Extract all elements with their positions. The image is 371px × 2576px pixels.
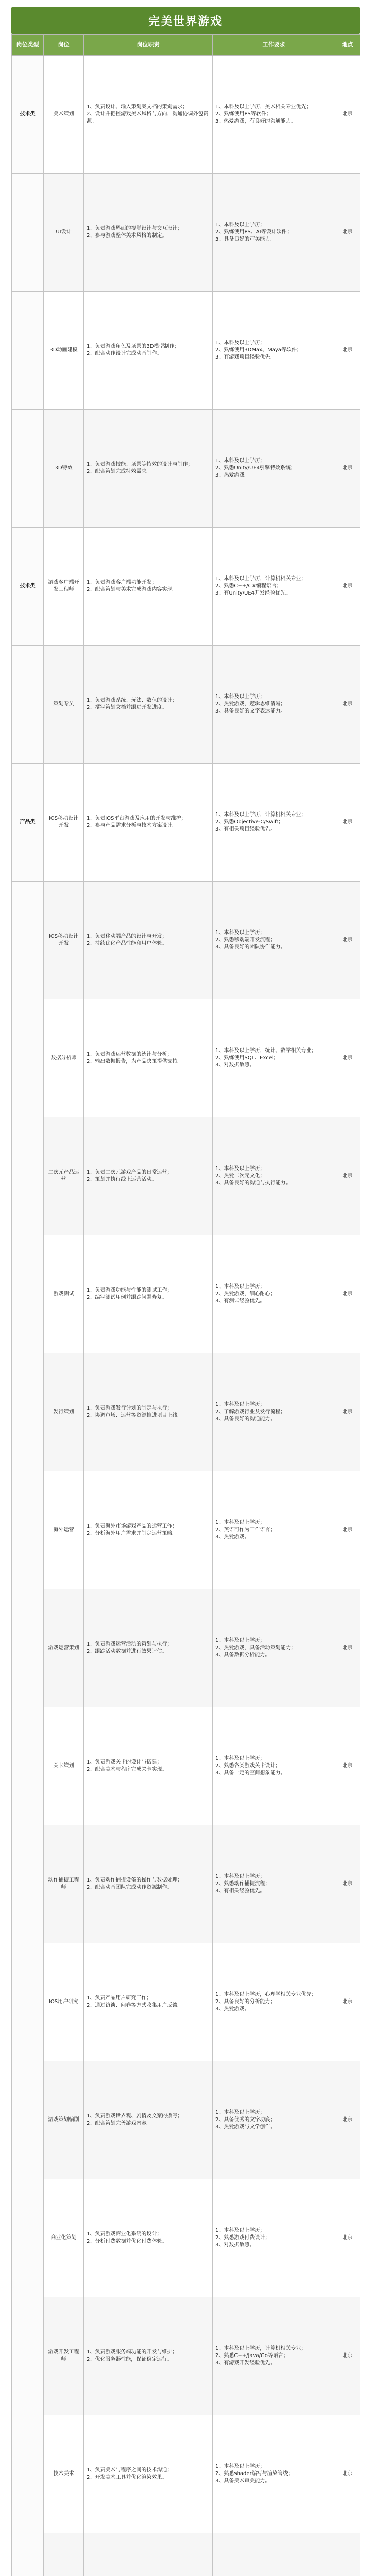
position-cell: 关卡策划 (44, 1707, 84, 1825)
duty-cell: 1、负责游戏客户端功能开发； 2、配合策划与美术完成游戏内容实现。 (84, 528, 213, 646)
position-cell: 商业化策划 (44, 2179, 84, 2297)
position-cell: 二次元产品运营 (44, 1117, 84, 1235)
dept-cell (12, 1943, 44, 2061)
requirement-cell: 1、本科及以上学历，计算机相关专业； 2、熟悉C++/C#编程语言； 3、有Unity/UE4开发经验优先。 (213, 528, 335, 646)
table-row (12, 528, 360, 646)
requirement-cell: 1、本科及以上学历； 2、熟练使用3DMax、Maya等软件； 3、有游戏项目经验优先。 (213, 292, 335, 410)
requirement-cell: 1、本科及以上学历； 2、熟练使用PS、AI等设计软件； 3、具备良好的审美能力。 (213, 174, 335, 292)
location-cell: 北京 (335, 2179, 360, 2297)
dept-cell (12, 2179, 44, 2297)
requirement-cell: 1、本科及以上学历； 2、热爱游戏，细心耐心； 3、有测试经验优先。 (213, 1235, 335, 1353)
table-row (12, 2179, 360, 2297)
location-cell: 北京 (335, 2061, 360, 2179)
dept-cell: 产品类 (12, 764, 44, 882)
duty-cell: 1、负责动作捕捉设备的操作与数据处理； 2、配合动画团队完成动作资源制作。 (84, 1825, 213, 1943)
table-row (12, 410, 360, 528)
duty-cell: 1、负责设计、输入策划案文档的策划需求； 2、设计并把控游戏美术风格与方向，沟通协调外包资源。 (84, 56, 213, 174)
table-row (12, 2297, 360, 2415)
dept-cell: 技术类 (12, 56, 44, 174)
position-cell: 发行策划 (44, 1353, 84, 1471)
requirement-cell: 1、本科及以上学历； 2、英语可作为工作语言； 3、热爱游戏。 (213, 1471, 335, 1589)
duty-cell: 1、负责iOS平台游戏及应用的开发与维护； 2、参与产品需求分析与技术方案设计。 (84, 764, 213, 882)
table-row (12, 999, 360, 1117)
position-cell: IOS移动设计开发 (44, 882, 84, 999)
table-row (12, 56, 360, 174)
location-cell: 北京 (335, 56, 360, 174)
duty-cell: 1、负责游戏界面的视觉设计与交互设计； 2、参与游戏整体美术风格的制定。 (84, 174, 213, 292)
table-row (12, 2533, 360, 2576)
column-header-duty: 岗位职责 (84, 35, 213, 56)
location-cell: 北京 (335, 2415, 360, 2533)
column-header-requirement: 工作要求 (213, 35, 335, 56)
location-cell: 北京 (335, 1471, 360, 1589)
duty-cell: 1、负责游戏运营活动的策划与执行； 2、跟踪活动数据并进行效果评估。 (84, 1589, 213, 1707)
requirement-cell: 1、本科及以上学历； 2、熟悉shader编写与渲染管线； 3、具备美术审美能力。 (213, 2415, 335, 2533)
table-row (12, 646, 360, 764)
dept-cell (12, 999, 44, 1117)
requirement-cell: 1、本科及以上学历； 2、具备优秀的文字功底； 3、热爱游戏与文学创作。 (213, 2061, 335, 2179)
position-cell: UI设计 (44, 174, 84, 292)
requirement-cell: 1、本科及以上学历； 2、热爱游戏，具备活动策划能力； 3、具备数据分析能力。 (213, 1589, 335, 1707)
position-cell: 3D特效 (44, 410, 84, 528)
duty-cell: 1、负责游戏服务端功能的开发与维护； 2、优化服务器性能，保证稳定运行。 (84, 2297, 213, 2415)
position-cell: 美术策划 (44, 56, 84, 174)
dept-cell (12, 1235, 44, 1353)
requirement-cell: 1、本科及以上学历，计算机相关专业； 2、熟悉Objective-C/Swift； 3、有相关项目经验优先。 (213, 764, 335, 882)
position-cell: 游戏策划编剧 (44, 2061, 84, 2179)
position-cell: 策划专员 (44, 646, 84, 764)
column-header-position: 岗位 (44, 35, 84, 56)
duty-cell: 1、负责游戏世界观、剧情及文案的撰写； 2、配合策划完善游戏内容。 (84, 2061, 213, 2179)
location-cell: 北京 (335, 1353, 360, 1471)
dept-cell (12, 2415, 44, 2533)
position-cell: IOS移动设计开发 (44, 764, 84, 882)
table-row (12, 174, 360, 292)
dept-cell (12, 292, 44, 410)
duty-cell: 1、负责二次元游戏产品的日常运营； 2、策划并执行线上运营活动。 (84, 1117, 213, 1235)
dept-cell (12, 2061, 44, 2179)
duty-cell: 1、负责美术与程序之间的技术沟通； 2、开发美术工具并优化渲染效果。 (84, 2415, 213, 2533)
position-cell: 游戏开发工程师 (44, 2297, 84, 2415)
requirement-cell: 1、本科及以上学历； 2、热爱游戏，逻辑思维清晰； 3、具备良好的文字表达能力。 (213, 646, 335, 764)
location-cell: 北京 (335, 1117, 360, 1235)
location-cell: 北京 (335, 292, 360, 410)
table-row (12, 2415, 360, 2533)
dept-cell (12, 882, 44, 999)
position-cell: IOS用户研究 (44, 1943, 84, 2061)
duty-cell: 1、负责产品用户研究工作； 2、通过访谈、问卷等方式收集用户反馈。 (84, 1943, 213, 2061)
dept-cell (12, 2297, 44, 2415)
job-rows (12, 56, 360, 2576)
position-cell: 游戏运营策划 (44, 1589, 84, 1707)
location-cell: 北京 (335, 1235, 360, 1353)
dept-cell (12, 1825, 44, 1943)
table-row (12, 2061, 360, 2179)
requirement-cell: 1、本科及以上学历； 2、熟悉Unity/UE4引擎特效系统； 3、热爱游戏。 (213, 410, 335, 528)
location-cell: 北京 (335, 1589, 360, 1707)
dept-cell (12, 1707, 44, 1825)
requirement-cell: 1、本科及以上学历； 2、热爱二次元文化； 3、具备良好的沟通与执行能力。 (213, 1117, 335, 1235)
position-cell: 数据分析师 (44, 999, 84, 1117)
requirement-cell: 1、本科及以上学历； 2、熟悉各类游戏关卡设计； 3、具备一定的空间想象能力。 (213, 1707, 335, 1825)
location-cell: 北京 (335, 528, 360, 646)
requirement-cell (213, 2533, 335, 2576)
location-cell: 北京 (335, 764, 360, 882)
table-row (12, 1707, 360, 1825)
location-cell: 北京 (335, 646, 360, 764)
dept-cell: 技术类 (12, 528, 44, 646)
requirement-cell: 1、本科及以上学历； 2、了解游戏行业及发行流程； 3、具备良好的沟通能力。 (213, 1353, 335, 1471)
duty-cell: 1、负责游戏角色及场景的3D模型制作； 2、配合动作设计完成动画制作。 (84, 292, 213, 410)
dept-cell (12, 174, 44, 292)
duty-cell: 1、负责游戏技能、场景等特效的设计与制作； 2、配合策划完成特效需求。 (84, 410, 213, 528)
position-cell: 动作捕捉工程师 (44, 1825, 84, 1943)
table-row (12, 1825, 360, 1943)
duty-cell: 1、负责游戏功能与性能的测试工作； 2、编写测试用例并跟踪问题修复。 (84, 1235, 213, 1353)
table-header-row (12, 35, 360, 56)
jobs-table (11, 34, 360, 2576)
location-cell: 北京 (335, 174, 360, 292)
requirement-cell: 1、本科及以上学历，心理学相关专业优先； 2、具备良好的分析能力； 3、热爱游戏。 (213, 1943, 335, 2061)
position-cell: 游戏测试 (44, 1235, 84, 1353)
requirement-cell: 1、本科及以上学历； 2、熟悉动作捕捉流程； 3、有相关经验优先。 (213, 1825, 335, 1943)
table-row (12, 1471, 360, 1589)
requirement-cell: 1、本科及以上学历； 2、熟悉游戏付费设计； 3、对数据敏感。 (213, 2179, 335, 2297)
duty-cell: 1、负责移动端产品的设计与开发； 2、持续优化产品性能和用户体验。 (84, 882, 213, 999)
location-cell: 北京 (335, 882, 360, 999)
page-title: 完美世界游戏 (11, 7, 360, 34)
location-cell: 北京 (335, 1707, 360, 1825)
location-cell: 北京 (335, 410, 360, 528)
dept-cell (12, 2533, 44, 2576)
column-header-dept: 岗位类型 (12, 35, 44, 56)
duty-cell: 1、负责游戏商业化系统的设计； 2、分析付费数据并优化付费体验。 (84, 2179, 213, 2297)
position-cell: 海外运营 (44, 1471, 84, 1589)
location-cell: 北京 (335, 1825, 360, 1943)
dept-cell (12, 1117, 44, 1235)
table-row (12, 1589, 360, 1707)
location-cell: 北京 (335, 999, 360, 1117)
column-header-location: 地点 (335, 35, 360, 56)
table-row (12, 1943, 360, 2061)
dept-cell (12, 1353, 44, 1471)
requirement-cell: 1、本科及以上学历，计算机相关专业； 2、熟悉C++/Java/Go等语言； 3、有游戏开发经验优先。 (213, 2297, 335, 2415)
duty-cell (84, 2533, 213, 2576)
requirement-cell: 1、本科及以上学历，统计、数学相关专业； 2、熟练使用SQL、Excel； 3、对数据敏感。 (213, 999, 335, 1117)
table-row (12, 882, 360, 999)
position-cell (44, 2533, 84, 2576)
table-row (12, 1117, 360, 1235)
dept-cell (12, 1471, 44, 1589)
location-cell (335, 2533, 360, 2576)
duty-cell: 1、负责游戏系统、玩法、数值的设计； 2、撰写策划文档并跟进开发进度。 (84, 646, 213, 764)
position-cell: 游戏客户端开发工程师 (44, 528, 84, 646)
table-row (12, 764, 360, 882)
dept-cell (12, 410, 44, 528)
location-cell: 北京 (335, 1943, 360, 2061)
dept-cell (12, 1589, 44, 1707)
requirement-cell: 1、本科及以上学历，美术相关专业优先； 2、熟练使用PS等软件； 3、热爱游戏，有良好的沟通能力。 (213, 56, 335, 174)
duty-cell: 1、负责游戏关卡的设计与搭建； 2、配合美术与程序完成关卡实现。 (84, 1707, 213, 1825)
location-cell: 北京 (335, 2297, 360, 2415)
position-cell: 3D动画建模 (44, 292, 84, 410)
table-row (12, 1235, 360, 1353)
dept-cell (12, 646, 44, 764)
duty-cell: 1、负责游戏发行计划的制定与执行； 2、协调市场、运营等资源推进项目上线。 (84, 1353, 213, 1471)
table-row (12, 292, 360, 410)
duty-cell: 1、负责海外市场游戏产品的运营工作； 2、分析海外用户需求并制定运营策略。 (84, 1471, 213, 1589)
table-row (12, 1353, 360, 1471)
duty-cell: 1、负责游戏运营数据的统计与分析； 2、输出数据报告，为产品决策提供支持。 (84, 999, 213, 1117)
position-cell: 技术美术 (44, 2415, 84, 2533)
requirement-cell: 1、本科及以上学历； 2、熟悉移动端开发流程； 3、具备良好的团队协作能力。 (213, 882, 335, 999)
